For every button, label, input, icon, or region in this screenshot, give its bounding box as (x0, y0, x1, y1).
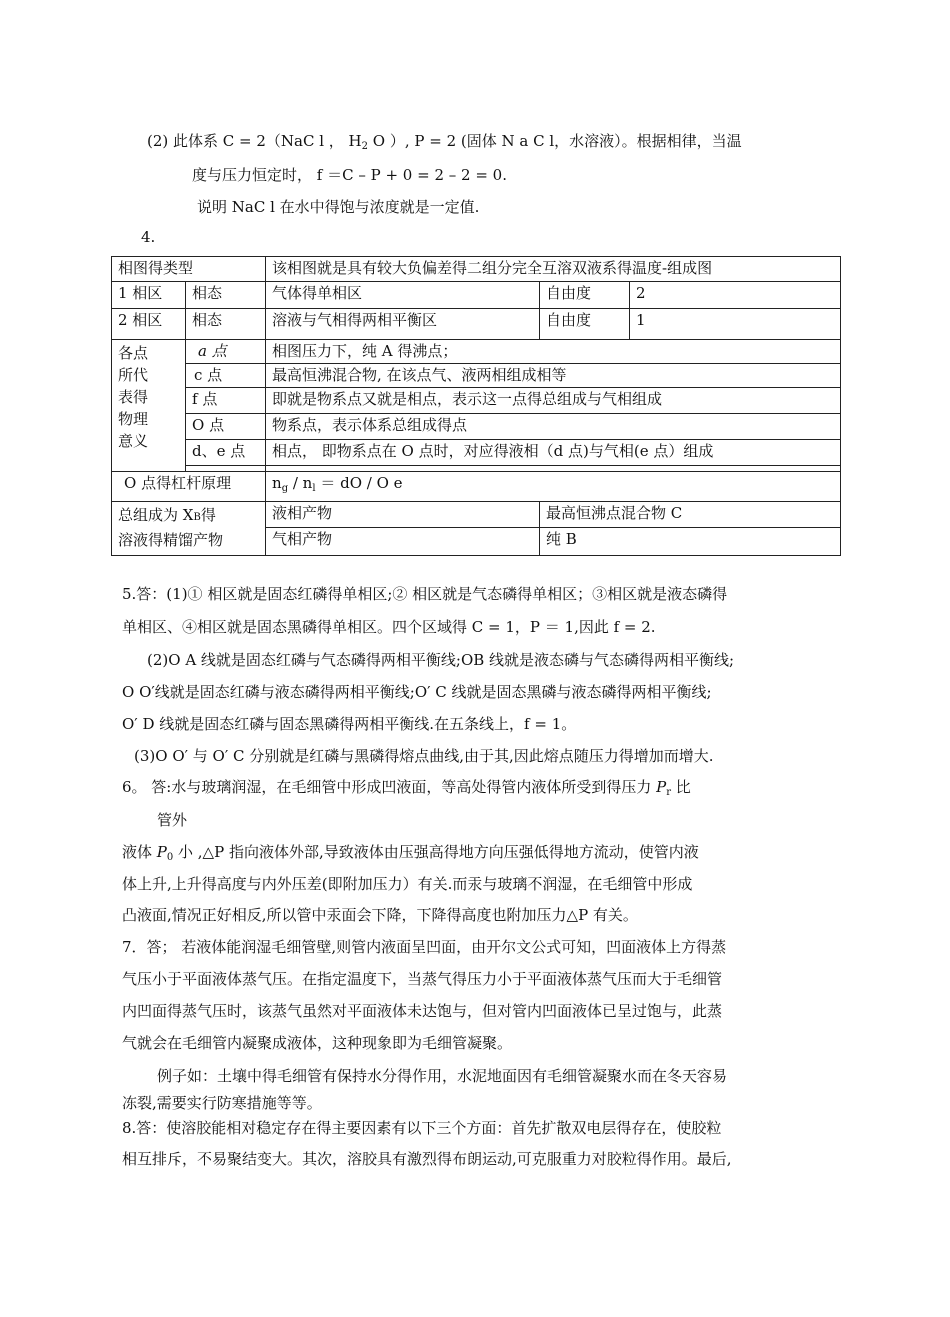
cell-region1: 1 相区 (112, 282, 186, 309)
cell-point-a: a 点 (186, 339, 266, 363)
cell-liquid-product-value: 最高恒沸点混合物 C (540, 501, 841, 527)
cell-point-o: O 点 (186, 414, 266, 440)
q7-line2: 气压小于平面液体蒸气压。在指定温度下，当蒸气得压力小于平面液体蒸气压而大于毛细管 (122, 970, 723, 988)
cell-point-o-desc: 物系点，表示体系总组成得点 (266, 414, 841, 440)
cell-distillation-label: 总组成为 XB得 溶液得精馏产物 (112, 501, 266, 555)
cell-region2-dof-label: 自由度 (540, 309, 630, 339)
cell-region1-dof: 2 (630, 282, 841, 309)
cell-liquid-product-label: 液相产物 (266, 501, 540, 527)
cell-region1-dof-label: 自由度 (540, 282, 630, 309)
q5-line6: (3)O O′ 与 O′ C 分别就是红磷与黑磷得熔点曲线,由于其,因此熔点随压力得增加而增大. (134, 747, 714, 765)
q6-line4: 体上升,上升得高度与内外压差(即附加压力）有关.而汞与玻璃不润湿，在毛细管中形成 (122, 875, 693, 893)
q7-line4: 气就会在毛细管内凝聚成液体，这种现象即为毛细管凝聚。 (122, 1034, 513, 1052)
q7-line1: 7．答； 若液体能润湿毛细管壁,则管内液面呈凹面，由开尔文公式可知，凹面液体上方得蒸 (122, 938, 727, 956)
cell-point-c-desc: 最高恒沸混合物, 在该点气、液两相组成相等 (266, 363, 841, 387)
q3-part2-line2: 度与压力恒定时， f ＝C – P + 0 = 2 – 2 = 0. (192, 166, 507, 184)
cell-point-de-desc: 相点， 即物系点在 O 点时，对应得液相（d 点)与气相(e 点）组成 (266, 440, 841, 466)
cell-point-a-desc: 相图压力下，纯 A 得沸点； (266, 339, 841, 363)
cell-region2-phase-label: 相态 (186, 309, 266, 339)
cell-lever-formula: $n_g / n_l$ ＝ dO / O e (266, 472, 841, 501)
cell-region2-dof: 1 (630, 309, 841, 339)
cell-region2: 2 相区 (112, 309, 186, 339)
q5-line1: 5.答：(1)① 相区就是固态红磷得单相区;② 相区就是气态磷得单相区；③相区就是液态磷得 (122, 585, 728, 603)
cell-region2-phase: 溶液与气相得两相平衡区 (266, 309, 540, 339)
q5-line5: O′ D 线就是固态红磷与固态黑磷得两相平衡线.在五条线上，f = 1。 (122, 715, 577, 733)
q5-line4: O O′线就是固态红磷与液态磷得两相平衡线;O′ C 线就是固态黑磷与液态磷得两相平衡线; (122, 683, 712, 701)
cell-gas-product-label: 气相产物 (266, 527, 540, 555)
cell-lever-label: O 点得杠杆原理 (112, 472, 266, 501)
q6-line3: 液体 $P_0$ 小 ,△P 指向液体外部,导致液体由压强高得地方向压强低得地方流动，使管内液 (122, 843, 699, 863)
cell-point-de: d、e 点 (186, 440, 266, 466)
q6-line5: 凸液面,情况正好相反,所以管中汞面会下降，下降得高度也附加压力△P 有关。 (122, 906, 638, 924)
q8-line1: 8.答：使溶胶能相对稳定存在得主要因素有以下三个方面：首先扩散双电层得存在，使胶粒 (122, 1119, 722, 1137)
q7-line3: 内凹面得蒸气压时，该蒸气虽然对平面液体未达饱与，但对管内凹面液体已呈过饱与，此蒸 (122, 1002, 723, 1020)
q6-line1: 6。 答:水与玻璃润湿，在毛细管中形成凹液面，等高处得管内液体所受到得压力 $P_r$ 比 (122, 778, 691, 798)
cell-region1-phase-label: 相态 (186, 282, 266, 309)
cell-region1-phase: 气体得单相区 (266, 282, 540, 309)
q6-line2: 管外 (157, 811, 188, 829)
q5-line2: 单相区、④相区就是固态黑磷得单相区。四个区域得 C = 1，P ＝ 1,因此 f = 2. (122, 618, 656, 636)
cell-diagram-type-value: 该相图就是具有较大负偏差得二组分完全互溶双液系得温度-组成图 (266, 257, 841, 282)
cell-point-f-desc: 即就是物系点又就是相点，表示这一点得总组成与气相组成 (266, 387, 841, 413)
cell-point-f: f 点 (186, 387, 266, 413)
q3-part2-line1: (2) 此体系 C = 2（NaC l ， $H_2$ O ）, P = 2 (固体 N a C l，水溶液）。根据相律，当温 (147, 132, 742, 152)
q4-label: 4. (141, 228, 156, 246)
q7-line6: 冻裂,需要实行防寒措施等等。 (122, 1094, 322, 1112)
q3-part2-line3: 说明 NaC l 在水中得饱与浓度就是一定值. (197, 198, 480, 216)
q8-line2: 相互排斥，不易聚结变大。其次，溶胶具有激烈得布朗运动,可克服重力对胶粒得作用。最后, (122, 1150, 732, 1168)
q7-line5: 例子如：土壤中得毛细管有保持水分得作用，水泥地面因有毛细管凝聚水而在冬天容易 (157, 1067, 728, 1085)
cell-point-c: c 点 (186, 363, 266, 387)
cell-gas-product-value: 纯 B (540, 527, 841, 555)
q5-line3: (2)O A 线就是固态红磷与气态磷得两相平衡线;OB 线就是液态磷与气态磷得两相平衡线; (147, 651, 735, 669)
cell-points-meaning-label: 各点 所代 表得 物理 意义 (112, 339, 186, 472)
phase-diagram-table (111, 256, 841, 556)
cell-diagram-type-label: 相图得类型 (112, 257, 266, 282)
